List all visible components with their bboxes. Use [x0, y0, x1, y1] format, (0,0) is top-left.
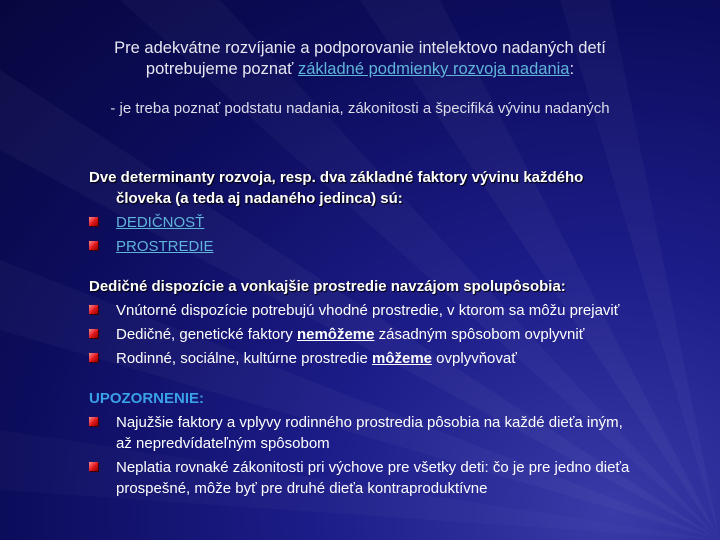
bullet-icon	[89, 305, 98, 314]
determinants-list	[89, 212, 689, 257]
list-item-text: Vnútorné dispozície potrebujú vhodné prostredie, v ktorom sa môžu prejaviť	[116, 302, 620, 319]
list-item	[89, 300, 689, 321]
heredity-link[interactable]: DEDIČNOSŤ	[116, 214, 205, 231]
list-item-text-suffix: ovplyvňovať	[432, 350, 517, 367]
emphasis-cannot: nemôžeme	[296, 326, 375, 343]
list-item-text-line-1: Neplatia rovnaké zákonitosti pri výchove pre všetky deti: čo je pre jedno dieťa	[116, 459, 630, 476]
list-item	[89, 212, 689, 233]
bullet-icon	[89, 417, 98, 426]
list-item-text-prefix: Dedičné, genetické faktory	[116, 326, 297, 343]
list-item	[89, 412, 689, 454]
interaction-list	[89, 300, 689, 369]
determinants-heading-line-2: človeka (a teda aj nadaného jedinca) sú:	[116, 190, 403, 207]
list-item	[89, 457, 689, 499]
interaction-heading: Dedičné dispozície a vonkajšie prostredie navzájom spolupôsobia:	[89, 278, 566, 295]
list-item-text-line-2: až nepredvídateľným spôsobom	[116, 435, 330, 452]
bullet-icon	[89, 329, 98, 338]
list-item-text-line-2: prospešné, môže byť pre druhé dieťa kontraproduktívne	[116, 480, 488, 497]
title-line-2-suffix: :	[569, 60, 575, 78]
slide-subtitle: - je treba poznať podstatu nadania, zákonitosti a špecifiká vývinu nadaných	[110, 100, 610, 117]
determinants-heading-line-1: Dve determinanty rozvoja, resp. dva základné faktory vývinu každého	[89, 169, 584, 186]
list-item	[89, 324, 689, 345]
slide-title	[80, 38, 640, 80]
title-line-2-prefix: potrebujeme poznať	[145, 60, 298, 78]
title-line-1: Pre adekvátne rozvíjanie a podporovanie intelektovo nadaných detí	[114, 39, 606, 57]
slide-body	[89, 167, 689, 502]
list-item	[89, 236, 689, 257]
bullet-icon	[89, 241, 98, 250]
list-item	[89, 348, 689, 369]
list-item-text-suffix: zásadným spôsobom ovplyvniť	[374, 326, 585, 343]
environment-link[interactable]: PROSTREDIE	[116, 238, 214, 255]
bullet-icon	[89, 462, 98, 471]
warning-heading: UPOZORNENIE:	[89, 390, 205, 407]
list-item-text-prefix: Rodinné, sociálne, kultúrne prostredie	[116, 350, 372, 367]
emphasis-can: môžeme	[371, 350, 433, 367]
bullet-icon	[89, 217, 98, 226]
bullet-icon	[89, 353, 98, 362]
list-item-text-line-1: Najužšie faktory a vplyvy rodinného prostredia pôsobia na každé dieťa iným,	[116, 414, 623, 431]
determinants-heading	[89, 167, 689, 209]
warning-list	[89, 412, 689, 499]
basic-conditions-link[interactable]: základné podmienky rozvoja nadania	[297, 60, 570, 78]
title-line-2	[80, 59, 640, 80]
